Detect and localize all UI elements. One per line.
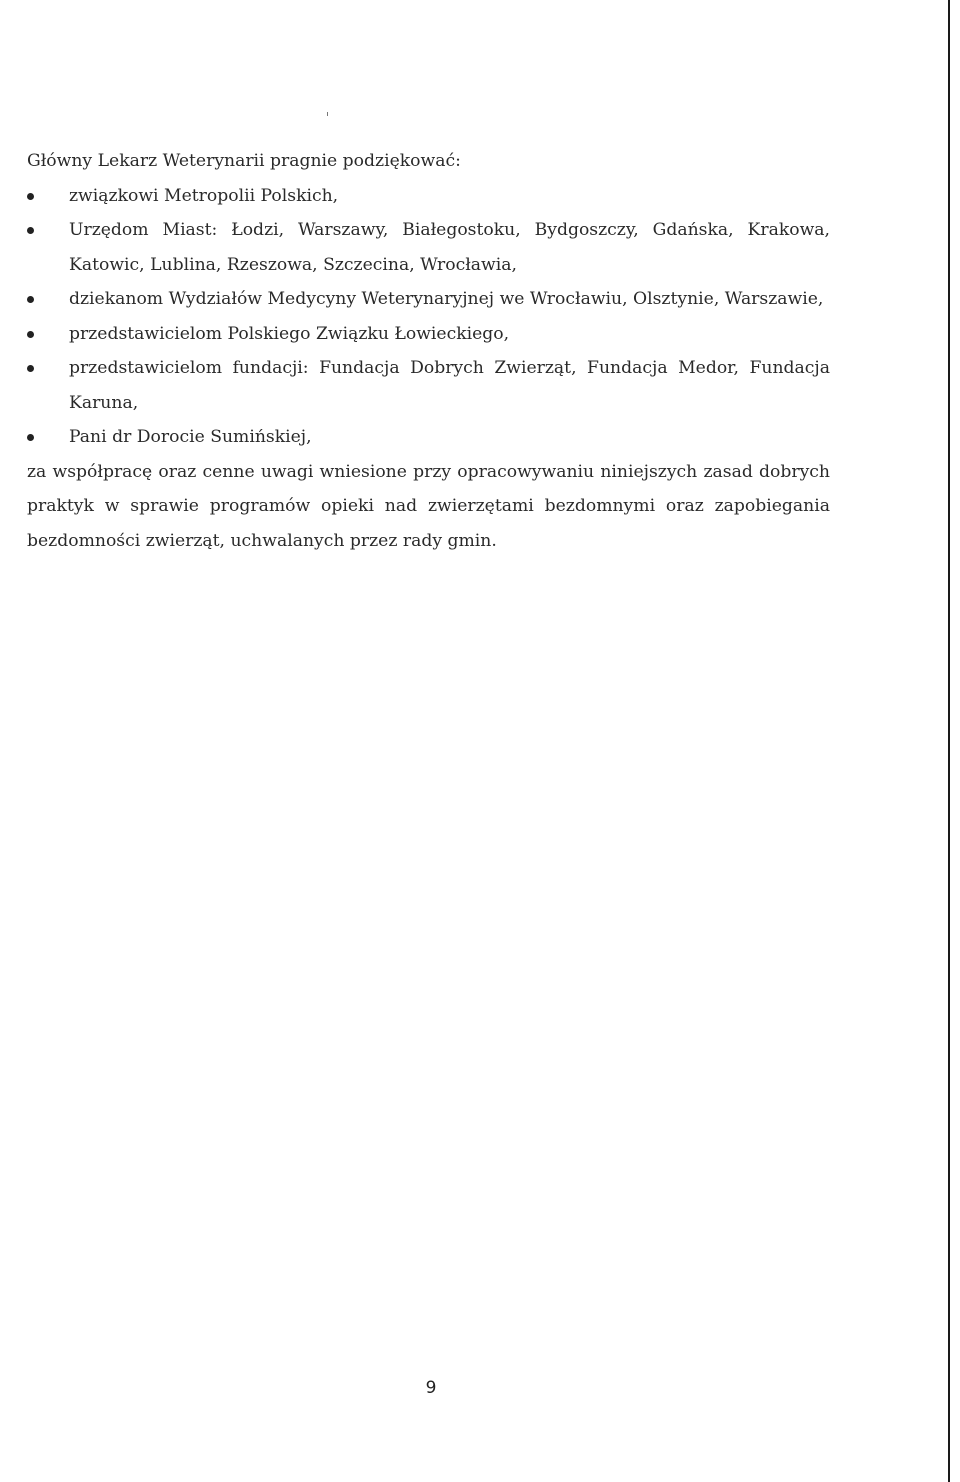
acknowledgements-section <box>27 144 830 558</box>
page-edge-line <box>948 0 950 1482</box>
list-item <box>27 282 830 317</box>
list-item <box>27 351 830 420</box>
bullet-icon <box>27 434 34 441</box>
page-number: 9 <box>425 1378 437 1398</box>
scan-speck <box>327 112 328 116</box>
bullet-icon <box>27 193 34 200</box>
list-item-text: związkowi Metropolii Polskich, <box>69 185 339 206</box>
list-item-text: przedstawicielom fundacji: Fundacja Dobrych Zwierząt, Fundacja Medor, Fundacja Karuna, <box>69 358 830 413</box>
intro-paragraph: Główny Lekarz Weterynarii pragnie podziękować: <box>27 151 461 171</box>
acknowledgement-list <box>27 179 830 455</box>
closing-paragraph: za współpracę oraz cenne uwagi wniesione przy opracowywaniu niniejszych zasad dobrych praktyk w sprawie programów opieki nad zwierzętami bezdomnymi oraz zapobiegania bezdomności zwierząt, uchwalanych przez rady gmin. <box>27 461 830 551</box>
list-item <box>27 420 830 455</box>
list-item-text: Pani dr Dorocie Sumińskiej, <box>69 427 312 447</box>
list-item <box>27 179 830 214</box>
list-item-text: dziekanom Wydziałów Medycyny Weterynaryjnej we Wrocławiu, Olsztynie, Warszawie, <box>69 289 824 309</box>
list-item <box>27 213 830 282</box>
bullet-icon <box>27 227 34 234</box>
list-item-text: Urzędom Miast: Łodzi, Warszawy, Białegostoku, Bydgoszczy, Gdańska, Krakowa, Katowic, Lublina, Rzeszowa, Szczecina, Wrocławia, <box>69 220 830 275</box>
list-item-text: przedstawicielom Polskiego Związku Łowieckiego, <box>69 323 510 344</box>
bullet-icon <box>27 365 34 372</box>
list-item <box>27 317 830 352</box>
bullet-icon <box>27 331 34 338</box>
bullet-icon <box>27 296 34 303</box>
